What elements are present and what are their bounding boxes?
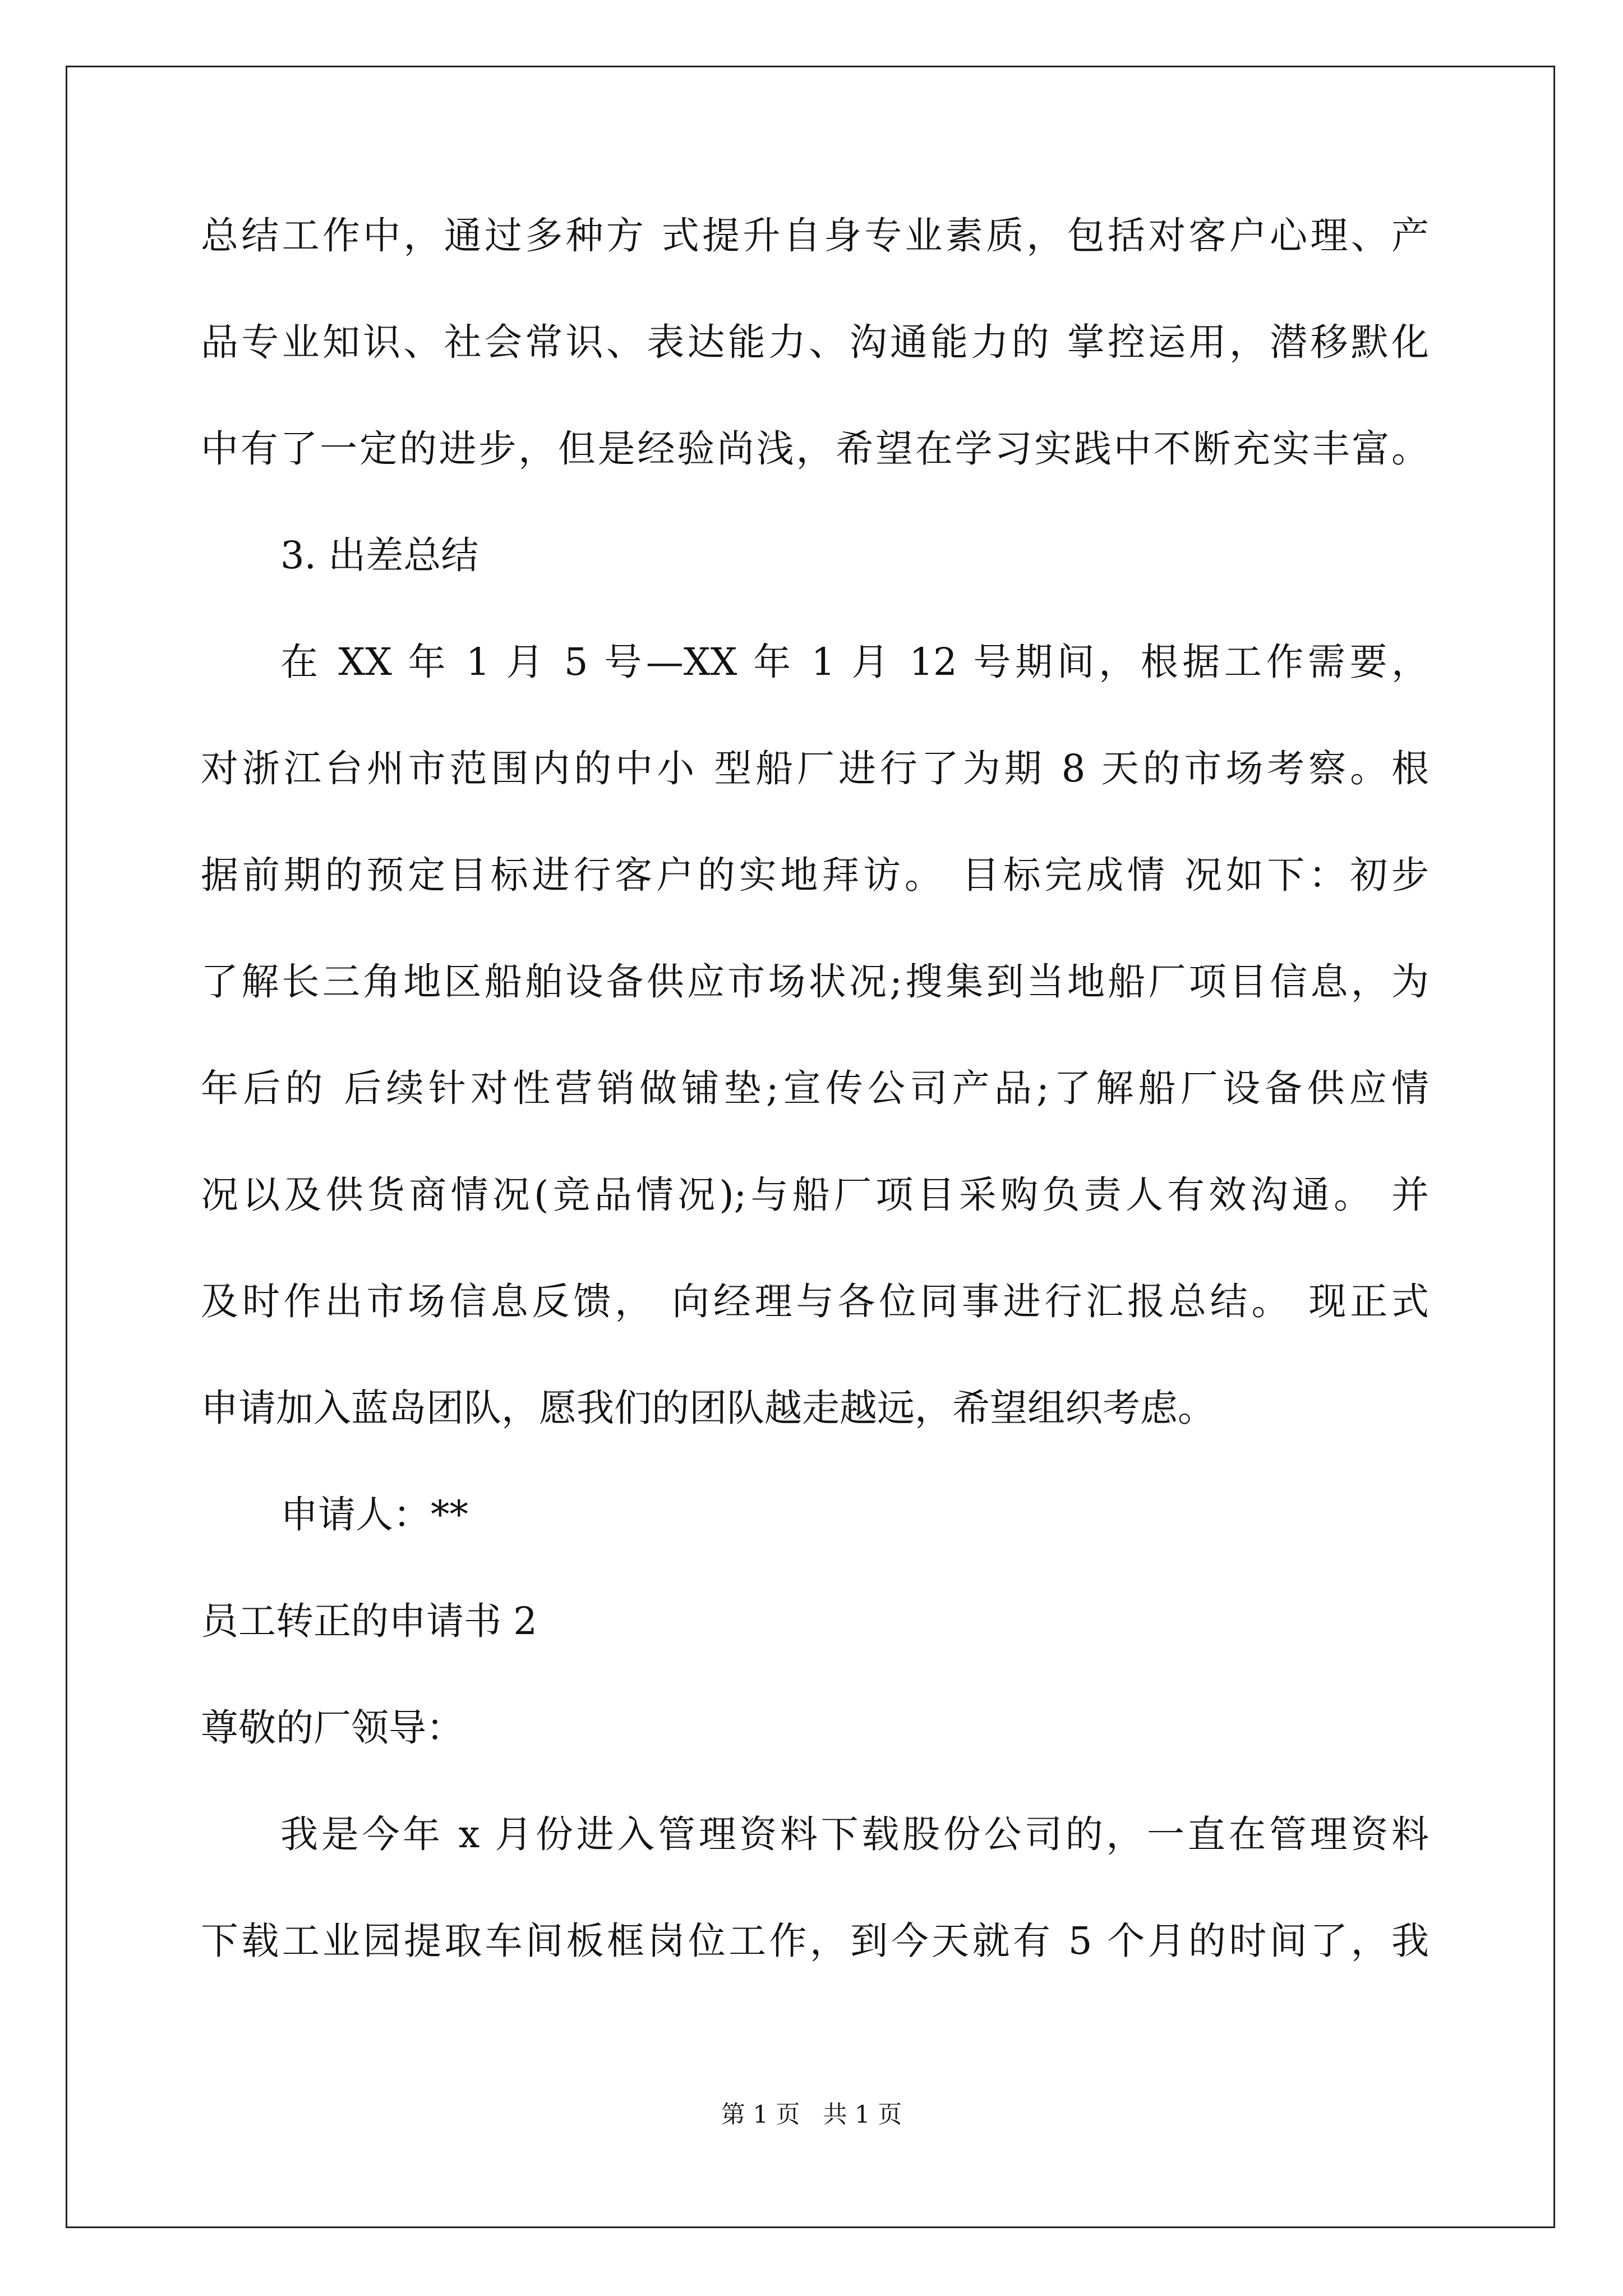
- body-line-17: 下载工业园提取车间板框岗位工作，到今天就有 5 个月的时间了，我: [201, 1919, 1429, 1963]
- document-title: 员工转正的申请书 2: [201, 1599, 537, 1643]
- body-line-11: 及时作出市场信息反馈， 向经理与各位同事进行汇报总结。 现正式: [201, 1280, 1429, 1323]
- body-line-2: 品专业知识、社会常识、表达能力、沟通能力的 掌控运用，潜移默化: [201, 320, 1429, 364]
- applicant-line: 申请人：**: [280, 1493, 468, 1536]
- body-line-3: 中有了一定的进步，但是经验尚浅，希望在学习实践中不断充实丰富。: [201, 427, 1429, 471]
- body-line-9: 年后的 后续针对性营销做铺垫;宣传公司产品;了解船厂设备供应情: [201, 1066, 1429, 1110]
- section-heading: 3. 出差总结: [280, 533, 479, 577]
- body-line-10: 况以及供货商情况(竞品情况);与船厂项目采购负责人有效沟通。 并: [201, 1173, 1429, 1217]
- page-number-footer: 第 1 页 共 1 页: [721, 2101, 902, 2129]
- body-line-12: 申请加入蓝岛团队，愿我们的团队越走越远，希望组织考虑。: [201, 1386, 1215, 1430]
- page-border: [66, 66, 1555, 2228]
- body-line-7: 据前期的预定目标进行客户的实地拜访。 目标完成情 况如下：初步: [201, 853, 1429, 897]
- body-line-6: 对浙江台州市范围内的中小 型船厂进行了为期 8 天的市场考察。根: [201, 747, 1429, 790]
- body-line-5: 在 XX 年 1 月 5 号—XX 年 1 月 12 号期间，根据工作需要，: [280, 640, 1429, 684]
- salutation: 尊敬的厂领导：: [201, 1706, 464, 1750]
- body-line-16: 我是今年 x 月份进入管理资料下载股份公司的，一直在管理资料: [280, 1812, 1429, 1856]
- body-line-1: 总结工作中，通过多种方 式提升自身专业素质，包括对客户心理、产: [201, 214, 1429, 257]
- body-line-8: 了解长三角地区船舶设备供应市场状况;搜集到当地船厂项目信息，为: [201, 960, 1429, 1004]
